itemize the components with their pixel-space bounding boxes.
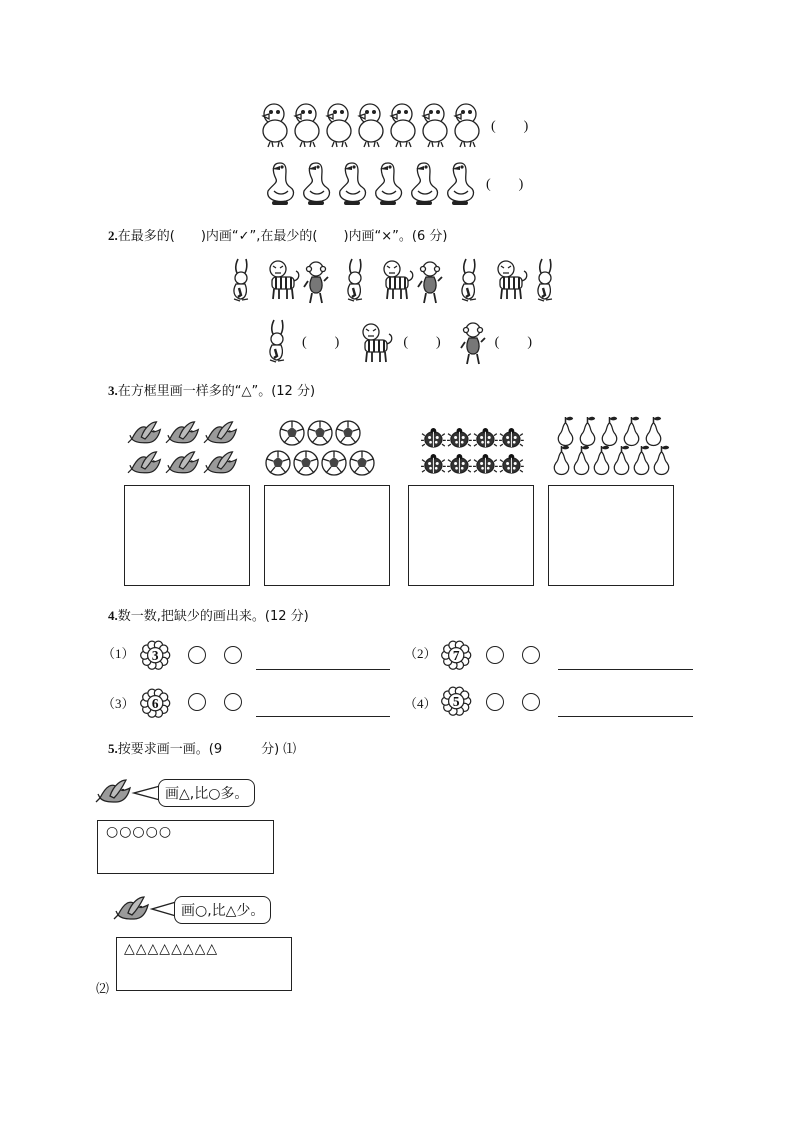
draw-box-3[interactable] <box>408 485 534 586</box>
ball-icon <box>280 421 304 445</box>
pear-icon <box>614 446 629 475</box>
empty-circle[interactable] <box>188 693 206 715</box>
q2-answer-row <box>262 318 532 364</box>
chick-icon <box>295 104 319 147</box>
monkey-icon <box>461 318 487 364</box>
chick-icon <box>455 104 479 147</box>
ladybug-icon <box>499 428 524 447</box>
draw-box-1[interactable] <box>124 485 250 586</box>
ladybug-icon <box>447 454 472 473</box>
question-number: 4. <box>108 608 118 623</box>
question-number: 3. <box>108 383 118 398</box>
goose-group <box>262 155 480 210</box>
question-2-title <box>108 225 447 244</box>
bird-icon <box>204 452 236 473</box>
question-5-title <box>108 738 296 757</box>
ladybug-icon <box>421 454 446 473</box>
speech-bubble: 画△,比○多。 <box>158 779 255 807</box>
rabbit-icon <box>262 318 294 364</box>
pear-group <box>552 415 672 477</box>
ball-group <box>265 420 385 478</box>
question-text: 按要求画一画。(9 分) <box>117 742 280 757</box>
goose-icon <box>340 163 366 205</box>
flower-number-icon <box>140 640 172 672</box>
pear-icon <box>624 417 639 446</box>
ball-icon <box>322 451 346 475</box>
answer-line[interactable] <box>256 669 390 670</box>
question-text: 在最多的( )内画“✓”,在最少的( )内画“×”。(6 分) <box>117 229 448 244</box>
draw-box-2[interactable] <box>264 485 390 586</box>
rabbit-icon <box>348 259 362 301</box>
item-label: （1） <box>102 646 135 661</box>
chick-icon <box>391 104 415 147</box>
pear-icon <box>580 417 595 446</box>
goose-icon <box>448 163 474 205</box>
chick-group <box>258 100 483 150</box>
pear-icon <box>646 417 661 446</box>
pear-icon <box>554 446 569 475</box>
answer-line[interactable] <box>256 716 390 717</box>
answer-paren[interactable]: ( ) <box>491 119 529 134</box>
bird-group <box>128 420 243 478</box>
goose-icon <box>376 163 402 205</box>
answer-paren[interactable]: ( ) <box>486 176 524 192</box>
bird-icon <box>128 422 160 443</box>
monkey-icon <box>304 262 328 303</box>
bird-icon <box>166 452 198 473</box>
q1-chick-row <box>258 100 528 150</box>
flower-number-icon <box>441 640 473 672</box>
part-marker: ⑵ <box>96 981 110 996</box>
ladybug-icon <box>473 454 498 473</box>
pear-icon <box>602 417 617 446</box>
bird-icon <box>96 776 136 808</box>
chick-icon <box>263 104 287 147</box>
empty-circle[interactable] <box>224 693 242 715</box>
flower-number: 6 <box>151 695 159 711</box>
draw-box-4[interactable] <box>548 485 674 586</box>
rabbit-icon <box>234 259 248 301</box>
flower-number: 3 <box>151 647 159 663</box>
bird-icon <box>128 452 160 473</box>
animal-sequence <box>228 257 573 307</box>
flower-number-icon <box>441 686 473 718</box>
answer-line[interactable] <box>558 669 693 670</box>
circle-shapes: ○○○○○ <box>106 824 173 840</box>
flower-number: 5 <box>452 693 460 709</box>
empty-circle[interactable] <box>522 646 540 668</box>
empty-circle[interactable] <box>522 693 540 715</box>
part-marker: ⑴ <box>283 742 297 757</box>
goose-icon <box>268 163 294 205</box>
goose-icon <box>304 163 330 205</box>
flower-number: 7 <box>452 647 460 663</box>
flower-number-icon <box>140 688 172 720</box>
goose-icon <box>412 163 438 205</box>
tiger-icon <box>270 261 299 299</box>
tiger-icon <box>359 318 395 364</box>
bird-icon <box>114 893 154 925</box>
question-number: 2. <box>108 228 118 243</box>
answer-paren[interactable]: ( ) <box>403 335 441 350</box>
tiger-icon <box>384 261 413 299</box>
ball-icon <box>350 451 374 475</box>
ball-icon <box>294 451 318 475</box>
tiger-icon <box>498 261 527 299</box>
item-label: （3） <box>102 696 135 711</box>
answer-line[interactable] <box>558 716 693 717</box>
chick-icon <box>359 104 383 147</box>
ball-icon <box>308 421 332 445</box>
q1-goose-row <box>262 155 523 210</box>
ladybug-icon <box>421 428 446 447</box>
empty-circle[interactable] <box>486 646 504 668</box>
ladybug-icon <box>473 428 498 447</box>
pear-icon <box>594 446 609 475</box>
empty-circle[interactable] <box>486 693 504 715</box>
ball-icon <box>336 421 360 445</box>
ball-icon <box>266 451 290 475</box>
empty-circle[interactable] <box>224 646 242 668</box>
pear-icon <box>574 446 589 475</box>
bird-icon <box>204 422 236 443</box>
rabbit-icon <box>462 259 476 301</box>
question-4-title <box>108 605 309 624</box>
pear-icon <box>654 446 669 475</box>
speech-bubble: 画○,比△少。 <box>174 896 271 924</box>
chick-icon <box>327 104 351 147</box>
question-3-title <box>108 380 315 399</box>
ladybug-icon <box>447 428 472 447</box>
triangle-shapes: △△△△△△△△ <box>124 941 219 957</box>
empty-circle[interactable] <box>188 646 206 668</box>
item-label: （2） <box>404 646 437 661</box>
pear-icon <box>558 417 573 446</box>
pear-icon <box>634 446 649 475</box>
chick-icon <box>423 104 447 147</box>
ladybug-icon <box>499 454 524 473</box>
answer-paren[interactable]: ( ) <box>302 335 340 350</box>
ladybug-group <box>418 425 523 475</box>
question-number: 5. <box>108 741 118 756</box>
question-text: 在方框里画一样多的“△”。(12 分) <box>117 384 316 399</box>
monkey-icon <box>418 262 442 303</box>
rabbit-icon <box>538 259 552 301</box>
item-label: （4） <box>404 696 437 711</box>
bird-icon <box>166 422 198 443</box>
answer-paren[interactable]: ( ) <box>494 335 532 350</box>
question-text: 数一数,把缺少的画出来。(12 分) <box>117 609 309 624</box>
